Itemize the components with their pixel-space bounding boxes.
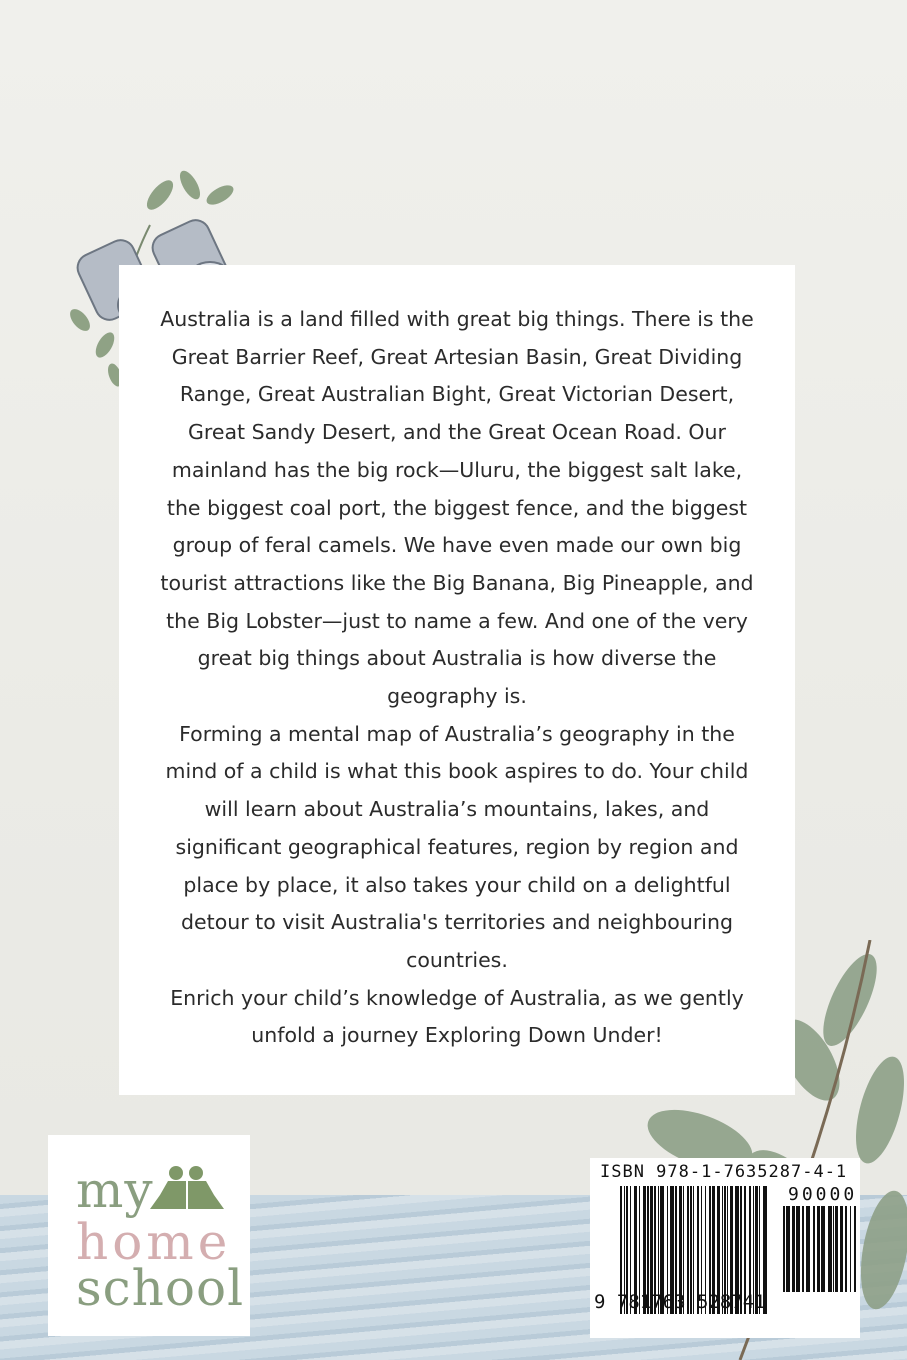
barcode-bar [821, 1206, 825, 1292]
my-home-school-logo [48, 1135, 250, 1336]
description-paragraph-1: Australia is a land filled with great big things. There is the Great Barrier Reef, Great Artesian Basin, Great Dividing Range, Great Australian Bight, Great Victorian Desert, Great Sandy Desert, and the Great Ocean Road. Our mainland has the big rock—Uluru, the biggest salt lake, the biggest coal port, the biggest fence, and the biggest group of feral camels. We have even made our own big tourist attractions like the Big Banana, Big Pineapple, and the Big Lobster—just to name a few. And one of the very great big things about Australia is how diverse the geography is. [160, 307, 754, 709]
logo-word-school: school [76, 1259, 245, 1317]
barcode-bar [802, 1206, 804, 1292]
logo-word-my: my [76, 1161, 154, 1219]
barcode-bar [786, 1206, 790, 1292]
barcode-bar [792, 1206, 795, 1292]
barcode-bar [840, 1206, 843, 1292]
barcode-bar [835, 1206, 838, 1292]
barcode-bar [833, 1206, 834, 1292]
barcode-number: 9 781763 528741 [594, 1291, 766, 1313]
price-addon-code: 90000 [788, 1184, 858, 1205]
barcode-bar [854, 1206, 856, 1292]
barcode-bar [828, 1206, 832, 1292]
description-paragraph-2: Forming a mental map of Australia’s geography in the mind of a child is what this book aspires to do. Your child will learn about Australia’s mountains, lakes, and significant geographical features, region by region and place by place, it also takes your child on a delightful detour to visit Australia's territories and neighbouring countries. [165, 721, 749, 972]
barcode-bar [796, 1206, 800, 1292]
barcode-bar [783, 1206, 785, 1292]
addon-barcode-bars [783, 1206, 857, 1292]
isbn-barcode [590, 1158, 860, 1338]
description-paragraph-3: Enrich your child’s knowledge of Australia, as we gently unfold a journey Exploring Down Under! [170, 985, 744, 1048]
barcode-bar [806, 1206, 810, 1292]
logo-word-home: home [76, 1213, 232, 1271]
isbn-text: ISBN 978-1-7635287-4-1 [600, 1162, 848, 1182]
barcode-bar [813, 1206, 815, 1292]
barcode-bar [850, 1206, 851, 1292]
barcode-bar [817, 1206, 820, 1292]
book-description-box [119, 265, 795, 1095]
reading-children-icon [148, 1165, 226, 1213]
barcode-bar [845, 1206, 847, 1292]
